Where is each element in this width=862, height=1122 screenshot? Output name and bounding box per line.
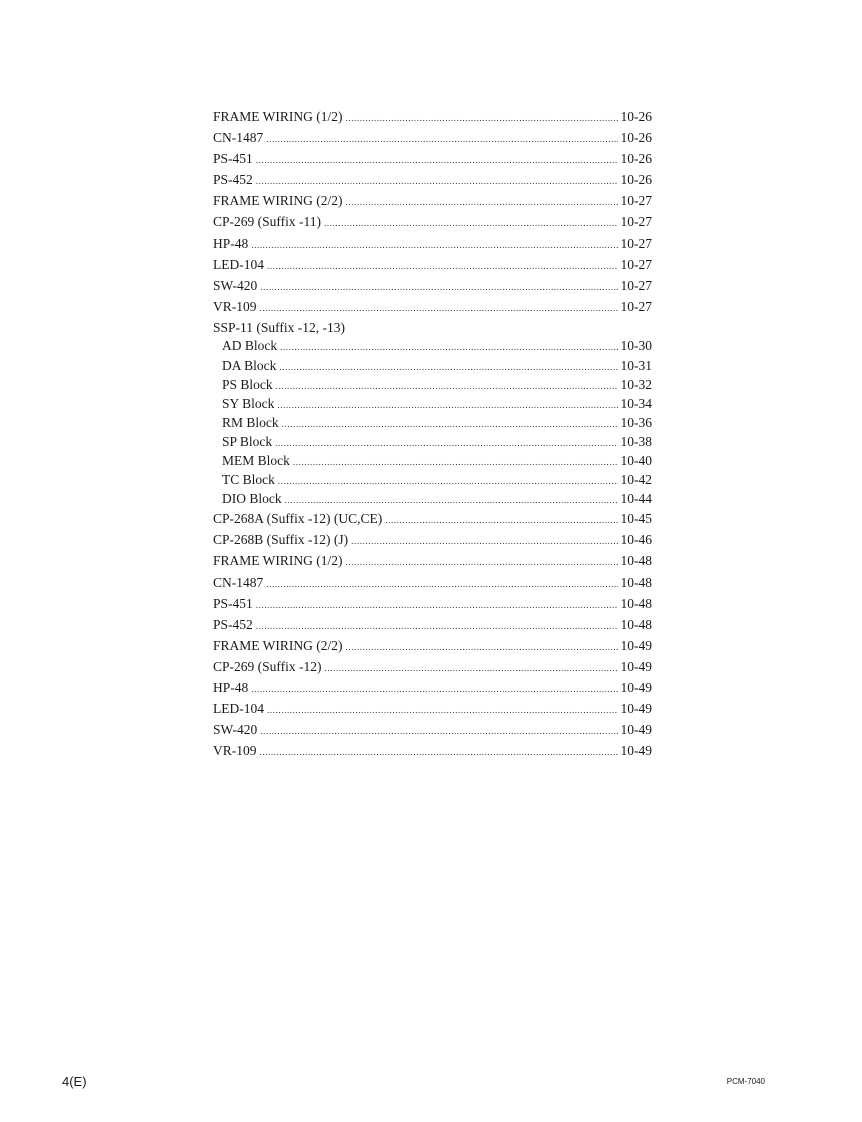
dot-leader <box>266 574 617 595</box>
toc-entry-page: 10-40 <box>620 453 652 468</box>
toc-entry-page: 10-26 <box>620 109 652 124</box>
toc-entry-label: CP-268A (Suffix -12) (UC,CE) <box>213 511 383 527</box>
toc-entry <box>213 190 652 211</box>
toc-entry-label: CP-269 (Suffix -11) <box>213 214 321 230</box>
toc-subentry <box>213 451 652 470</box>
dot-leader <box>385 510 617 531</box>
toc-entry <box>213 296 652 317</box>
dot-leader <box>279 358 617 377</box>
toc-entry <box>213 106 652 127</box>
toc-entry <box>213 127 652 148</box>
toc-entry <box>213 719 652 740</box>
toc-entry-page: 10-49 <box>620 743 652 759</box>
dot-leader <box>256 616 618 637</box>
toc-entry-label: DA Block <box>222 357 277 373</box>
toc-entry <box>213 572 652 593</box>
toc-entry-page: 10-27 <box>620 235 652 251</box>
toc-entry-label: SY Block <box>222 395 275 411</box>
dot-leader <box>260 721 617 742</box>
toc-entry-page: 10-27 <box>620 193 652 209</box>
toc-entry-page: 10-26 <box>620 130 652 146</box>
toc-entry <box>213 148 652 169</box>
toc-entry-page: 10-26 <box>620 172 652 188</box>
toc-entry-page: 10-48 <box>620 616 652 632</box>
toc-entry <box>213 529 652 550</box>
toc-entry-page: 10-48 <box>620 553 652 569</box>
toc-entry-label: PS-452 <box>213 616 253 632</box>
toc-entry-label: SP Block <box>222 433 273 449</box>
dot-leader <box>260 277 617 298</box>
dot-leader <box>267 700 618 721</box>
toc-entry-page: 10-49 <box>620 680 652 696</box>
toc-entry-label: DIO Block <box>222 491 282 507</box>
dot-leader <box>293 453 618 472</box>
toc-entry <box>213 593 652 614</box>
toc-entry <box>213 656 652 677</box>
toc-entry <box>213 211 652 232</box>
dot-leader <box>266 129 617 150</box>
toc-subentry <box>213 489 652 508</box>
table-of-contents <box>213 106 652 761</box>
toc-entry-label: HP-48 <box>213 680 249 696</box>
toc-entry-label: MEM Block <box>222 453 290 468</box>
toc-entry-label: VR-109 <box>213 298 257 314</box>
toc-subentry <box>213 470 652 489</box>
toc-entry-page: 10-27 <box>620 214 652 230</box>
toc-entry-page: 10-44 <box>620 491 652 507</box>
toc-entry <box>213 233 652 254</box>
toc-entry-label: PS Block <box>222 376 273 392</box>
toc-entry-page: 10-34 <box>620 395 652 411</box>
toc-subentry <box>213 432 652 451</box>
toc-entry-label: PS-451 <box>213 595 253 611</box>
toc-entry-page: 10-32 <box>620 376 652 392</box>
toc-entry-page: 10-49 <box>620 722 652 738</box>
toc-entry <box>213 740 652 761</box>
dot-leader <box>346 192 618 213</box>
dot-leader <box>251 679 617 700</box>
toc-entry-label: LED-104 <box>213 701 264 717</box>
toc-entry-label: SSP-11 (Suffix -12, -13) <box>213 319 346 335</box>
toc-subentry <box>213 394 652 413</box>
toc-subentry <box>213 413 652 432</box>
dot-leader <box>260 298 618 319</box>
toc-entry-label: AD Block <box>222 338 278 354</box>
dot-leader <box>346 108 618 129</box>
toc-entry <box>213 698 652 719</box>
toc-entry-label: SW-420 <box>213 722 258 738</box>
dot-leader <box>346 552 618 573</box>
toc-subentry <box>213 336 652 355</box>
toc-entry <box>213 677 652 698</box>
toc-entry-label: RM Block <box>222 414 279 430</box>
dot-leader <box>278 472 618 491</box>
toc-entry-label: CN-1487 <box>213 130 264 146</box>
dot-leader <box>260 742 618 763</box>
toc-entry-page: 10-36 <box>620 414 652 430</box>
toc-section-heading <box>213 317 652 337</box>
dot-leader <box>325 658 618 679</box>
toc-entry-page: 10-27 <box>620 298 652 314</box>
toc-entry-label: TC Block <box>222 472 275 488</box>
dot-leader <box>256 150 618 171</box>
toc-entry <box>213 508 652 529</box>
toc-entry-label: LED-104 <box>213 256 264 272</box>
toc-entry-label: FRAME WIRING (1/2) <box>213 109 343 124</box>
dot-leader <box>276 377 618 396</box>
page-number: 4(E) <box>62 1074 87 1089</box>
toc-entry-page: 10-42 <box>620 472 652 488</box>
dot-leader <box>324 213 618 234</box>
toc-entry-label: PS-451 <box>213 151 253 167</box>
toc-entry-label: HP-48 <box>213 235 249 251</box>
toc-entry-page: 10-49 <box>620 658 652 674</box>
toc-entry <box>213 614 652 635</box>
dot-leader <box>256 171 618 192</box>
toc-entry-page: 10-48 <box>620 595 652 611</box>
toc-entry-label: FRAME WIRING (1/2) <box>213 553 343 569</box>
toc-subentry <box>213 375 652 394</box>
toc-entry-label: VR-109 <box>213 743 257 759</box>
toc-entry-page: 10-46 <box>620 532 652 548</box>
toc-entry-page: 10-30 <box>620 338 652 354</box>
toc-entry-page: 10-27 <box>620 277 652 293</box>
toc-entry-page: 10-31 <box>620 357 652 373</box>
dot-leader <box>346 637 618 658</box>
toc-entry <box>213 254 652 275</box>
dot-leader <box>277 396 617 415</box>
toc-entry-label: CN-1487 <box>213 574 264 590</box>
toc-entry-page: 10-45 <box>620 511 652 527</box>
toc-entry-label: PS-452 <box>213 172 253 188</box>
dot-leader <box>256 595 618 616</box>
toc-entry-page: 10-26 <box>620 151 652 167</box>
toc-entry-label: FRAME WIRING (2/2) <box>213 193 343 209</box>
toc-entry-page: 10-49 <box>620 637 652 653</box>
dot-leader <box>267 256 618 277</box>
toc-entry-label: SW-420 <box>213 277 258 293</box>
model-name: PCM-7040 <box>726 1077 765 1086</box>
dot-leader <box>351 531 617 552</box>
dot-leader <box>280 338 617 357</box>
toc-entry-page: 10-49 <box>620 701 652 717</box>
toc-entry-label: FRAME WIRING (2/2) <box>213 637 343 653</box>
toc-entry-page: 10-48 <box>620 574 652 590</box>
toc-entry-page: 10-27 <box>620 256 652 272</box>
dot-leader <box>275 434 617 453</box>
toc-entry-page: 10-38 <box>620 433 652 449</box>
toc-subentry <box>213 356 652 375</box>
toc-entry <box>213 550 652 571</box>
toc-entry <box>213 169 652 190</box>
dot-leader <box>282 415 618 434</box>
toc-entry <box>213 635 652 656</box>
dot-leader <box>251 235 617 256</box>
toc-entry-label: CP-268B (Suffix -12) (J) <box>213 532 349 548</box>
toc-entry-label: CP-269 (Suffix -12) <box>213 658 322 674</box>
toc-entry <box>213 275 652 296</box>
